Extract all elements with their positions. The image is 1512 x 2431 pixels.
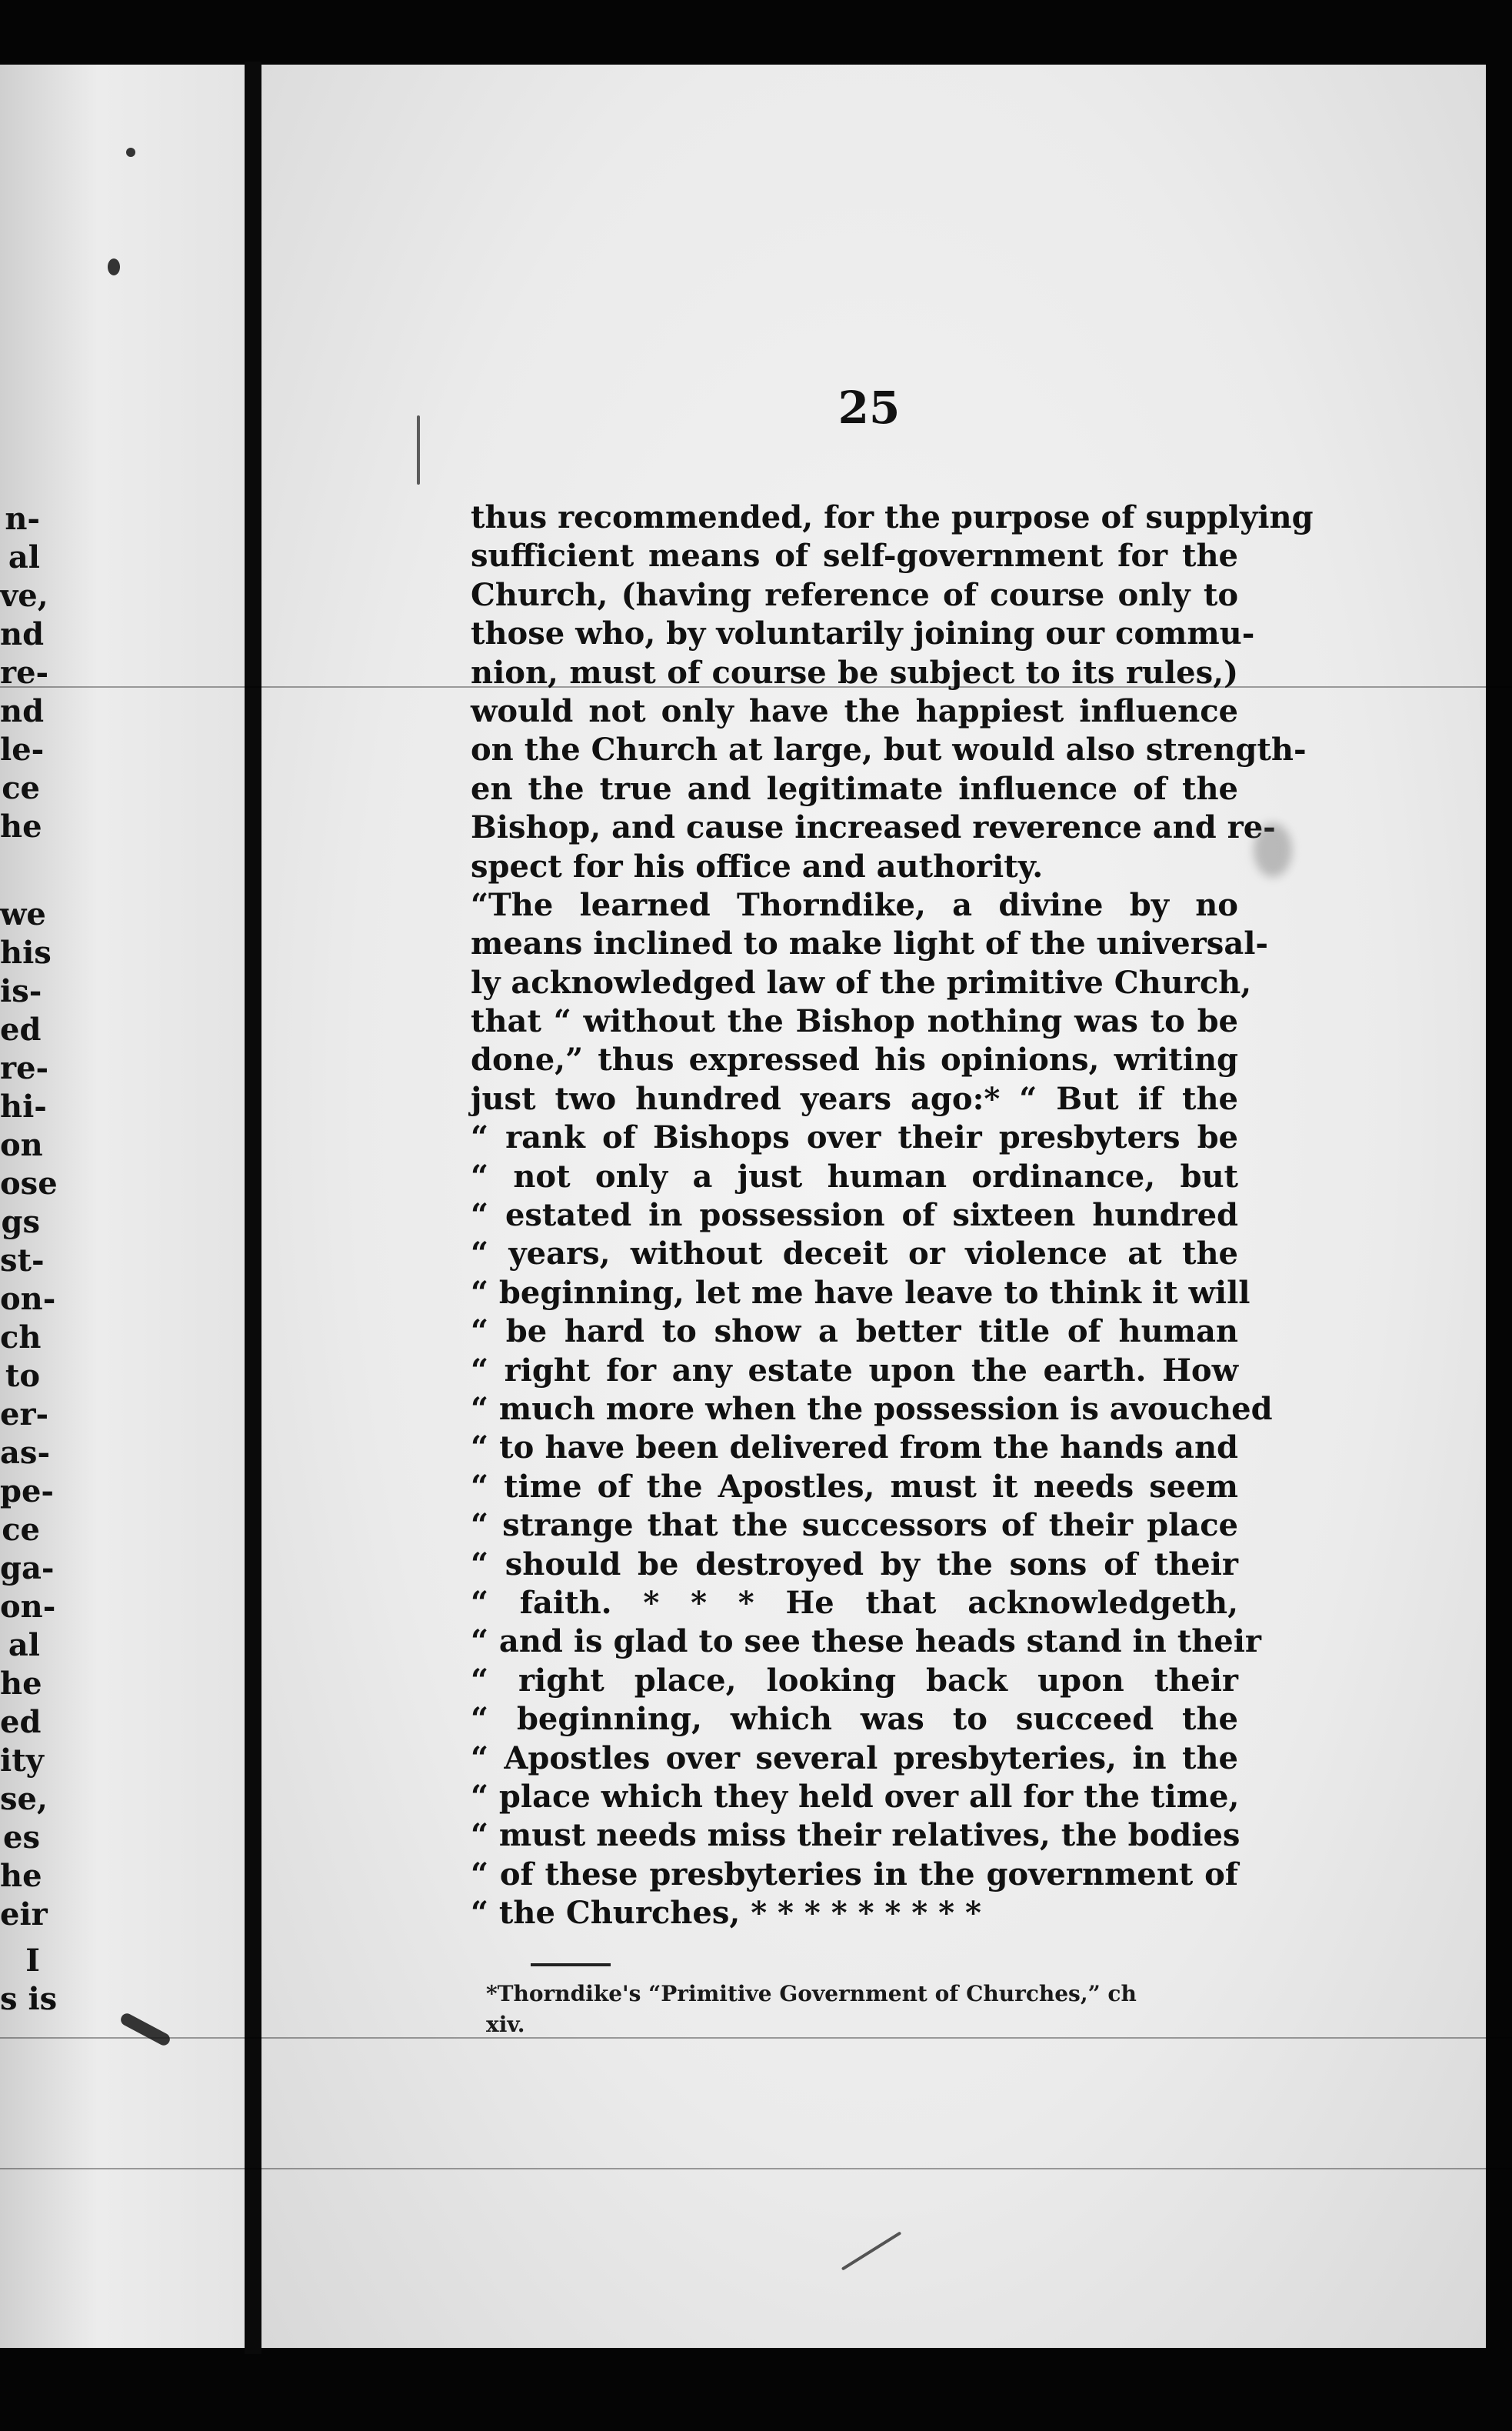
left-page-fragment-line: ity [0,1742,44,1779]
footnote-rule [531,1963,611,1966]
left-page-fragment-line: st- [0,1242,45,1279]
left-page-fragment-line: he [0,1666,42,1702]
left-page-fragment-line: er- [0,1396,49,1432]
body-line: “ right for any estate upon the earth. How [471,1352,1238,1389]
body-line: “ years, without deceit or violence at the [471,1236,1238,1272]
left-page-fragment-line: ga- [0,1550,55,1586]
pen-stroke [417,415,420,485]
left-page-fragment-line: al [8,539,40,575]
scan-line-artifact [0,2168,1512,2169]
left-page-fragment-line: is- [0,973,42,1009]
left-page-fragment-line: I [25,1942,40,1979]
body-line: “ rank of Bishops over their presbyters be [471,1119,1238,1156]
left-page-fragment-line: on [0,1127,43,1163]
left-page-fragment-line: se, [0,1781,48,1817]
left-page-fragment-line: pe- [0,1473,55,1509]
left-page-fragment-line: on- [0,1281,56,1317]
body-line: spect for his office and authority. [471,848,1044,885]
body-line: means inclined to make light of the universal- [471,925,1269,962]
left-page-fragment-line: his [0,935,52,971]
body-line: “ right place, looking back upon their [471,1662,1238,1699]
body-text [471,499,1314,1932]
scan-line-artifact [0,686,1512,688]
footnote [486,1979,1240,2040]
left-page-fragment-line: we [0,896,46,932]
body-line: done,” thus expressed his opinions, writing [471,1042,1238,1079]
body-line: “The learned Thorndike, a divine by no [471,886,1238,923]
left-page-fragment-line: ve, [0,578,48,614]
book-gutter [245,62,261,2354]
left-page-fragment-line: ce [2,1512,40,1548]
body-line: that “ without the Bishop nothing was to be [471,1003,1238,1040]
body-line: “ of these presbyteries in the government of [471,1856,1238,1892]
left-page-fragment-line: eir [0,1896,48,1932]
body-line: “ time of the Apostles, must it needs seem [471,1468,1238,1505]
left-page-fragment-line: ed [0,1704,42,1740]
footnote-line: *Thorndike's “Primitive Government of Churches,” ch [486,1981,1137,2006]
body-line: “ should be destroyed by the sons of their [471,1546,1238,1582]
left-page-fragment-line: nd [0,616,45,652]
left-page-fragment [0,65,245,2348]
ink-blot [108,258,120,275]
body-line: just two hundred years ago:* “ But if the [471,1080,1238,1117]
body-line: Bishop, and cause increased reverence and re- [471,809,1276,846]
left-page-fragment-line: ed [0,1012,42,1048]
body-line: “ estated in possession of sixteen hundred [471,1197,1238,1234]
body-line: “ not only a just human ordinance, but [471,1158,1238,1195]
left-page-line-endings-middle [0,895,58,1934]
left-page-fragment-line: he [0,1858,42,1894]
body-line: “ to have been delivered from the hands and [471,1429,1238,1466]
left-page-fragment-line: s is [0,1981,58,2017]
left-page-fragment-line: ce [2,770,40,806]
body-line: “ must needs miss their relatives, the bodies [471,1817,1241,1854]
body-line: “ the Churches, * * * * * * * * * [471,1895,981,1932]
left-page-fragment-line: ch [0,1319,42,1356]
left-page-fragment-line: re- [0,1050,49,1086]
left-page-fragment-line: n- [5,501,40,537]
body-line: “ much more when the possession is avouched [471,1390,1273,1427]
body-line: nion, must of course be subject to its rules,) [471,654,1238,691]
body-line: en the true and legitimate influence of the [471,770,1238,807]
left-page-fragment-line: re- [0,655,49,691]
ink-blot [126,148,135,157]
scan-line-artifact [0,2037,1512,2039]
left-page-fragment-line: as- [0,1435,51,1471]
left-page-fragment-line: to [5,1358,40,1394]
left-page-fragment-line: he [0,809,42,845]
body-line: “ place which they held over all for the time, [471,1778,1240,1815]
body-line: “ beginning, which was to succeed the [471,1701,1238,1738]
body-line: on the Church at large, but would also strength- [471,732,1307,769]
left-page-line-endings-bottom [0,1942,58,2019]
left-page-fragment-line: gs [1,1204,40,1240]
body-line: “ Apostles over several presbyteries, in the [471,1739,1238,1776]
body-line: “ and is glad to see these heads stand in their [471,1623,1262,1660]
left-page-line-endings-top [0,500,49,846]
footnote-line: xiv. [486,2012,525,2037]
body-line: “ faith. * * * He that acknowledgeth, [471,1584,1238,1621]
left-page-fragment-line: nd [0,693,45,729]
left-page-fragment-line: al [8,1627,40,1663]
body-line: sufficient means of self-government for the [471,538,1238,575]
body-line: ly acknowledged law of the primitive Church, [471,964,1252,1001]
left-page-fragment-line: es [3,1819,40,1856]
body-line: “ be hard to show a better title of human [471,1313,1238,1350]
left-page-fragment-line: ose [0,1165,58,1202]
body-line: those who, by voluntarily joining our commu- [471,615,1255,652]
left-page-fragment-line: le- [0,732,45,768]
smudge-artifact [1254,823,1292,877]
page-number: 25 [838,382,901,434]
left-page-fragment-line: hi- [0,1089,47,1125]
body-line: “ strange that the successors of their place [471,1507,1238,1544]
body-line: thus recommended, for the purpose of supplying [471,499,1314,535]
body-line: would not only have the happiest influence [471,692,1238,729]
body-line: Church, (having reference of course only to [471,576,1238,613]
body-line: “ beginning, let me have leave to think it will [471,1274,1251,1311]
left-page-fragment-line: on- [0,1589,56,1625]
